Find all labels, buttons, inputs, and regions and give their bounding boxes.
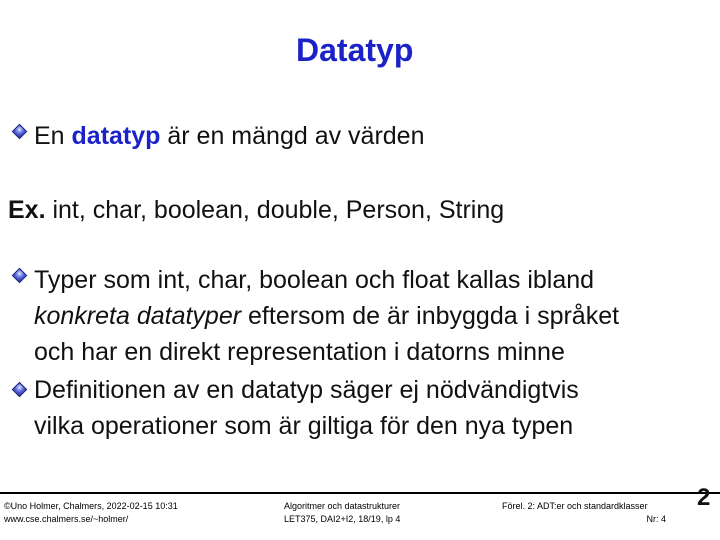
diamond-bullet-icon [12, 268, 28, 284]
slide-title: Datatyp [296, 32, 414, 68]
footer-slide-nr: Nr: 4 [646, 514, 666, 524]
footer-url: www.cse.chalmers.se/~holmer/ [4, 514, 129, 524]
bullet1-suffix: är en mängd av värden [160, 122, 425, 150]
footer-course-name: Algoritmer och datastrukturer [284, 501, 401, 511]
diamond-bullet-icon [12, 382, 28, 398]
bullet1-prefix: En [34, 122, 72, 150]
bullet3-line2: vilka operationer som är giltiga för den nya typen [34, 412, 574, 440]
bullet2-line1: Typer som int, char, boolean och float kallas ibland [34, 266, 595, 294]
page-number: 2 [697, 484, 711, 511]
footer-divider [0, 492, 720, 494]
bullet2-line3: och har en direkt representation i datorns minne [34, 338, 565, 366]
bullet2-italic: konkreta datatyper [34, 302, 242, 330]
bullet1-keyword: datatyp [71, 122, 161, 150]
footer-lecture-title: Förel. 2: ADT:er och standardklasser [502, 501, 648, 511]
bullet2-line2-rest: eftersom de är inbyggda i språket [241, 302, 620, 330]
footer-middle [284, 500, 400, 526]
bullet3-line1: Definitionen av en datatyp säger ej nödvändigtvis [34, 376, 579, 404]
footer-copyright: ©Uno Holmer, Chalmers, 2022-02-15 10:31 [4, 501, 178, 511]
footer-left [4, 500, 178, 526]
example-line [8, 192, 504, 228]
example-label: Ex. [8, 196, 46, 224]
footer-right [502, 500, 666, 526]
bullet-definitionen [34, 372, 714, 444]
example-text: int, char, boolean, double, Person, String [45, 196, 505, 224]
diamond-bullet-icon [12, 124, 28, 140]
bullet-konkreta-datatyper [34, 262, 714, 370]
footer-course-code: LET375, DAI2+I2, 18/19, lp 4 [284, 514, 401, 524]
bullet-datatyp-definition [34, 118, 425, 154]
bullet2-line2 [34, 298, 714, 334]
